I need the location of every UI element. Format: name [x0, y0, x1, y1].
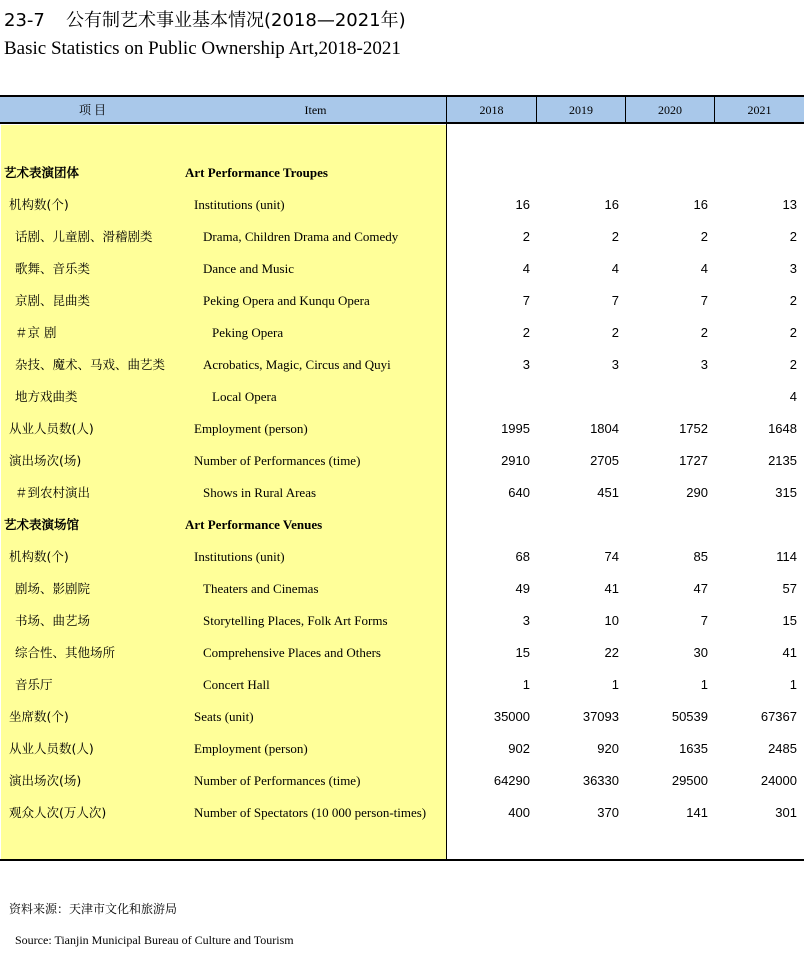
- value-cell-2021: 2: [789, 325, 797, 340]
- value-cell-2019: 37093: [582, 709, 619, 724]
- table-row: [0, 669, 804, 701]
- header-year-2021: 2021: [714, 97, 804, 122]
- row-label-cn: ＃到农村演出: [15, 485, 91, 500]
- value-cell-2021: 2: [789, 229, 797, 244]
- table-bottom-rule: [0, 859, 804, 861]
- value-cell-2020: 16: [693, 197, 708, 212]
- row-label-cn: 综合性、其他场所: [15, 645, 116, 660]
- table-row: [0, 381, 804, 413]
- value-cell-2019: 370: [597, 805, 619, 820]
- table-number: 23-7: [4, 10, 45, 31]
- table-header: [0, 95, 804, 124]
- row-label-cn: 艺术表演场馆: [4, 517, 80, 532]
- value-cell-2020: 4: [700, 261, 708, 276]
- value-cell-2019: 4: [611, 261, 619, 276]
- value-cell-2021: 3: [789, 261, 797, 276]
- row-label-en: Dance and Music: [203, 261, 294, 276]
- table-row: [0, 637, 804, 669]
- value-cell-2020: 85: [693, 549, 708, 564]
- row-label-cn: 从业人员数(人): [9, 421, 94, 436]
- table-row: [0, 541, 804, 573]
- value-cell-2019: 3: [611, 357, 619, 372]
- row-label-cn: 艺术表演团体: [4, 165, 80, 180]
- value-cell-2020: 141: [686, 805, 708, 820]
- row-label-en: Institutions (unit): [194, 197, 285, 212]
- value-cell-2021: 4: [789, 389, 797, 404]
- row-label-cn: 话剧、儿童剧、滑稽剧类: [15, 229, 153, 244]
- row-label-en: Comprehensive Places and Others: [203, 645, 381, 660]
- table-row: [0, 221, 804, 253]
- row-label-cn: 歌舞、音乐类: [15, 261, 91, 276]
- row-label-en: Number of Spectators (10 000 person-times): [194, 805, 427, 820]
- table-row: [0, 157, 804, 189]
- value-cell-2018: 64290: [493, 773, 530, 788]
- page-title-en: Basic Statistics on Public Ownership Art,2018-2021: [4, 38, 401, 59]
- row-label-cn: 京剧、昆曲类: [15, 293, 91, 308]
- table-row: [0, 349, 804, 381]
- value-cell-2018: 2910: [501, 453, 530, 468]
- value-cell-2018: 400: [508, 805, 530, 820]
- value-cell-2021: 2: [789, 293, 797, 308]
- header-item-en: Item: [304, 103, 327, 117]
- value-cell-2020: 3: [700, 357, 708, 372]
- table-row: [0, 733, 804, 765]
- table-row: [0, 317, 804, 349]
- value-cell-2019: 920: [597, 741, 619, 756]
- value-cell-2019: 74: [604, 549, 619, 564]
- row-label-en: Seats (unit): [194, 709, 254, 724]
- row-label-en: Storytelling Places, Folk Art Forms: [203, 613, 388, 628]
- row-label-en: Employment (person): [194, 421, 308, 436]
- value-cell-2020: 47: [693, 581, 708, 596]
- value-cell-2019: 10: [604, 613, 619, 628]
- table-row: [0, 253, 804, 285]
- table-row: [0, 285, 804, 317]
- source-note-en: Source: Tianjin Municipal Bureau of Culture and Tourism: [15, 933, 294, 947]
- value-cell-2021: 13: [782, 197, 797, 212]
- table-row: [0, 797, 804, 829]
- row-label-cn: 地方戏曲类: [15, 389, 78, 404]
- header-year-2020: 2020: [625, 97, 714, 122]
- row-label-cn: 机构数(个): [9, 197, 69, 212]
- row-label-cn: 观众人次(万人次): [9, 805, 107, 820]
- value-cell-2019: 41: [604, 581, 619, 596]
- page-title-cn: [4, 6, 406, 32]
- source-note-cn: 资料来源：天津市文化和旅游局: [9, 902, 178, 916]
- value-cell-2018: 3: [522, 357, 530, 372]
- value-cell-2021: 24000: [760, 773, 797, 788]
- value-cell-2018: 1: [522, 677, 530, 692]
- statistics-table: [0, 95, 804, 861]
- value-cell-2018: 7: [522, 293, 530, 308]
- value-cell-2020: 290: [686, 485, 708, 500]
- value-cell-2020: 29500: [671, 773, 708, 788]
- row-label-cn: ＃京 剧: [15, 325, 57, 340]
- table-row: [0, 413, 804, 445]
- value-cell-2021: 315: [775, 485, 797, 500]
- table-row: [0, 701, 804, 733]
- value-cell-2020: 7: [700, 293, 708, 308]
- value-cell-2018: 902: [508, 741, 530, 756]
- row-label-cn: 机构数(个): [9, 549, 69, 564]
- value-cell-2019: 2: [611, 229, 619, 244]
- value-cell-2019: 7: [611, 293, 619, 308]
- row-label-cn: 演出场次(场): [9, 453, 82, 468]
- value-cell-2018: 2: [522, 229, 530, 244]
- value-cell-2019: 36330: [582, 773, 619, 788]
- value-cell-2018: 4: [522, 261, 530, 276]
- value-cell-2021: 114: [776, 549, 797, 564]
- row-label-en: Local Opera: [212, 389, 277, 404]
- row-label-en: Acrobatics, Magic, Circus and Quyi: [203, 357, 391, 372]
- table-row: [0, 605, 804, 637]
- value-cell-2019: 16: [604, 197, 619, 212]
- row-label-cn: 剧场、影剧院: [15, 581, 91, 596]
- value-cell-2021: 2135: [768, 453, 797, 468]
- value-cell-2021: 1: [789, 677, 797, 692]
- value-cell-2018: 3: [522, 613, 530, 628]
- table-row: [0, 445, 804, 477]
- header-year-2018: 2018: [446, 97, 536, 122]
- row-label-en: Shows in Rural Areas: [203, 485, 317, 500]
- row-label-cn: 杂技、魔术、马戏、曲艺类: [15, 357, 166, 372]
- value-cell-2021: 41: [782, 645, 797, 660]
- value-cell-2020: 1635: [679, 741, 708, 756]
- value-cell-2021: 2485: [768, 741, 797, 756]
- row-label-en: Art Performance Troupes: [185, 165, 328, 180]
- value-cell-2020: 2: [700, 229, 708, 244]
- row-label-en: Number of Performances (time): [194, 453, 361, 468]
- value-cell-2019: 22: [604, 645, 619, 660]
- row-label-en: Concert Hall: [203, 677, 270, 692]
- row-label-en: Number of Performances (time): [194, 773, 361, 788]
- value-cell-2018: 15: [515, 645, 530, 660]
- row-label-en: Theaters and Cinemas: [203, 581, 319, 596]
- value-cell-2021: 57: [782, 581, 797, 596]
- header-item-cn: 项 目: [78, 103, 106, 117]
- value-cell-2021: 301: [775, 805, 797, 820]
- value-cell-2018: 49: [515, 581, 530, 596]
- value-cell-2020: 1: [700, 677, 708, 692]
- value-cell-2021: 1648: [768, 421, 797, 436]
- value-cell-2018: 68: [515, 549, 530, 564]
- value-cell-2018: 1995: [501, 421, 530, 436]
- row-label-cn: 音乐厅: [15, 677, 53, 692]
- value-cell-2020: 7: [700, 613, 708, 628]
- title-cn-text: 公有制艺术事业基本情况(2018—2021年): [66, 10, 406, 31]
- value-cell-2019: 1: [611, 677, 619, 692]
- row-label-cn: 从业人员数(人): [9, 741, 94, 756]
- value-cell-2018: 16: [515, 197, 530, 212]
- value-cell-2020: 1727: [679, 453, 708, 468]
- value-cell-2021: 2: [789, 357, 797, 372]
- value-cell-2019: 1804: [590, 421, 619, 436]
- value-cell-2021: 15: [782, 613, 797, 628]
- row-label-cn: 书场、曲艺场: [15, 613, 91, 628]
- table-row: [0, 477, 804, 509]
- header-year-2019: 2019: [536, 97, 625, 122]
- value-cell-2020: 1752: [679, 421, 708, 436]
- table-row: [0, 509, 804, 541]
- value-cell-2019: 2: [611, 325, 619, 340]
- row-label-en: Peking Opera and Kunqu Opera: [203, 293, 370, 308]
- value-cell-2019: 451: [597, 485, 619, 500]
- row-label-cn: 演出场次(场): [9, 773, 82, 788]
- row-label-en: Peking Opera: [212, 325, 284, 340]
- row-label-en: Employment (person): [194, 741, 308, 756]
- value-cell-2020: 30: [693, 645, 708, 660]
- table-row: [0, 189, 804, 221]
- value-cell-2021: 67367: [760, 709, 797, 724]
- value-cell-2018: 2: [522, 325, 530, 340]
- table-row: [0, 765, 804, 797]
- value-cell-2018: 640: [508, 485, 530, 500]
- row-label-en: Drama, Children Drama and Comedy: [203, 229, 399, 244]
- row-label-cn: 坐席数(个): [9, 709, 69, 724]
- value-cell-2019: 2705: [590, 453, 619, 468]
- value-cell-2020: 2: [700, 325, 708, 340]
- value-cell-2018: 35000: [493, 709, 530, 724]
- value-cell-2020: 50539: [671, 709, 708, 724]
- table-row: [0, 573, 804, 605]
- row-label-en: Art Performance Venues: [185, 517, 323, 532]
- row-label-en: Institutions (unit): [194, 549, 285, 564]
